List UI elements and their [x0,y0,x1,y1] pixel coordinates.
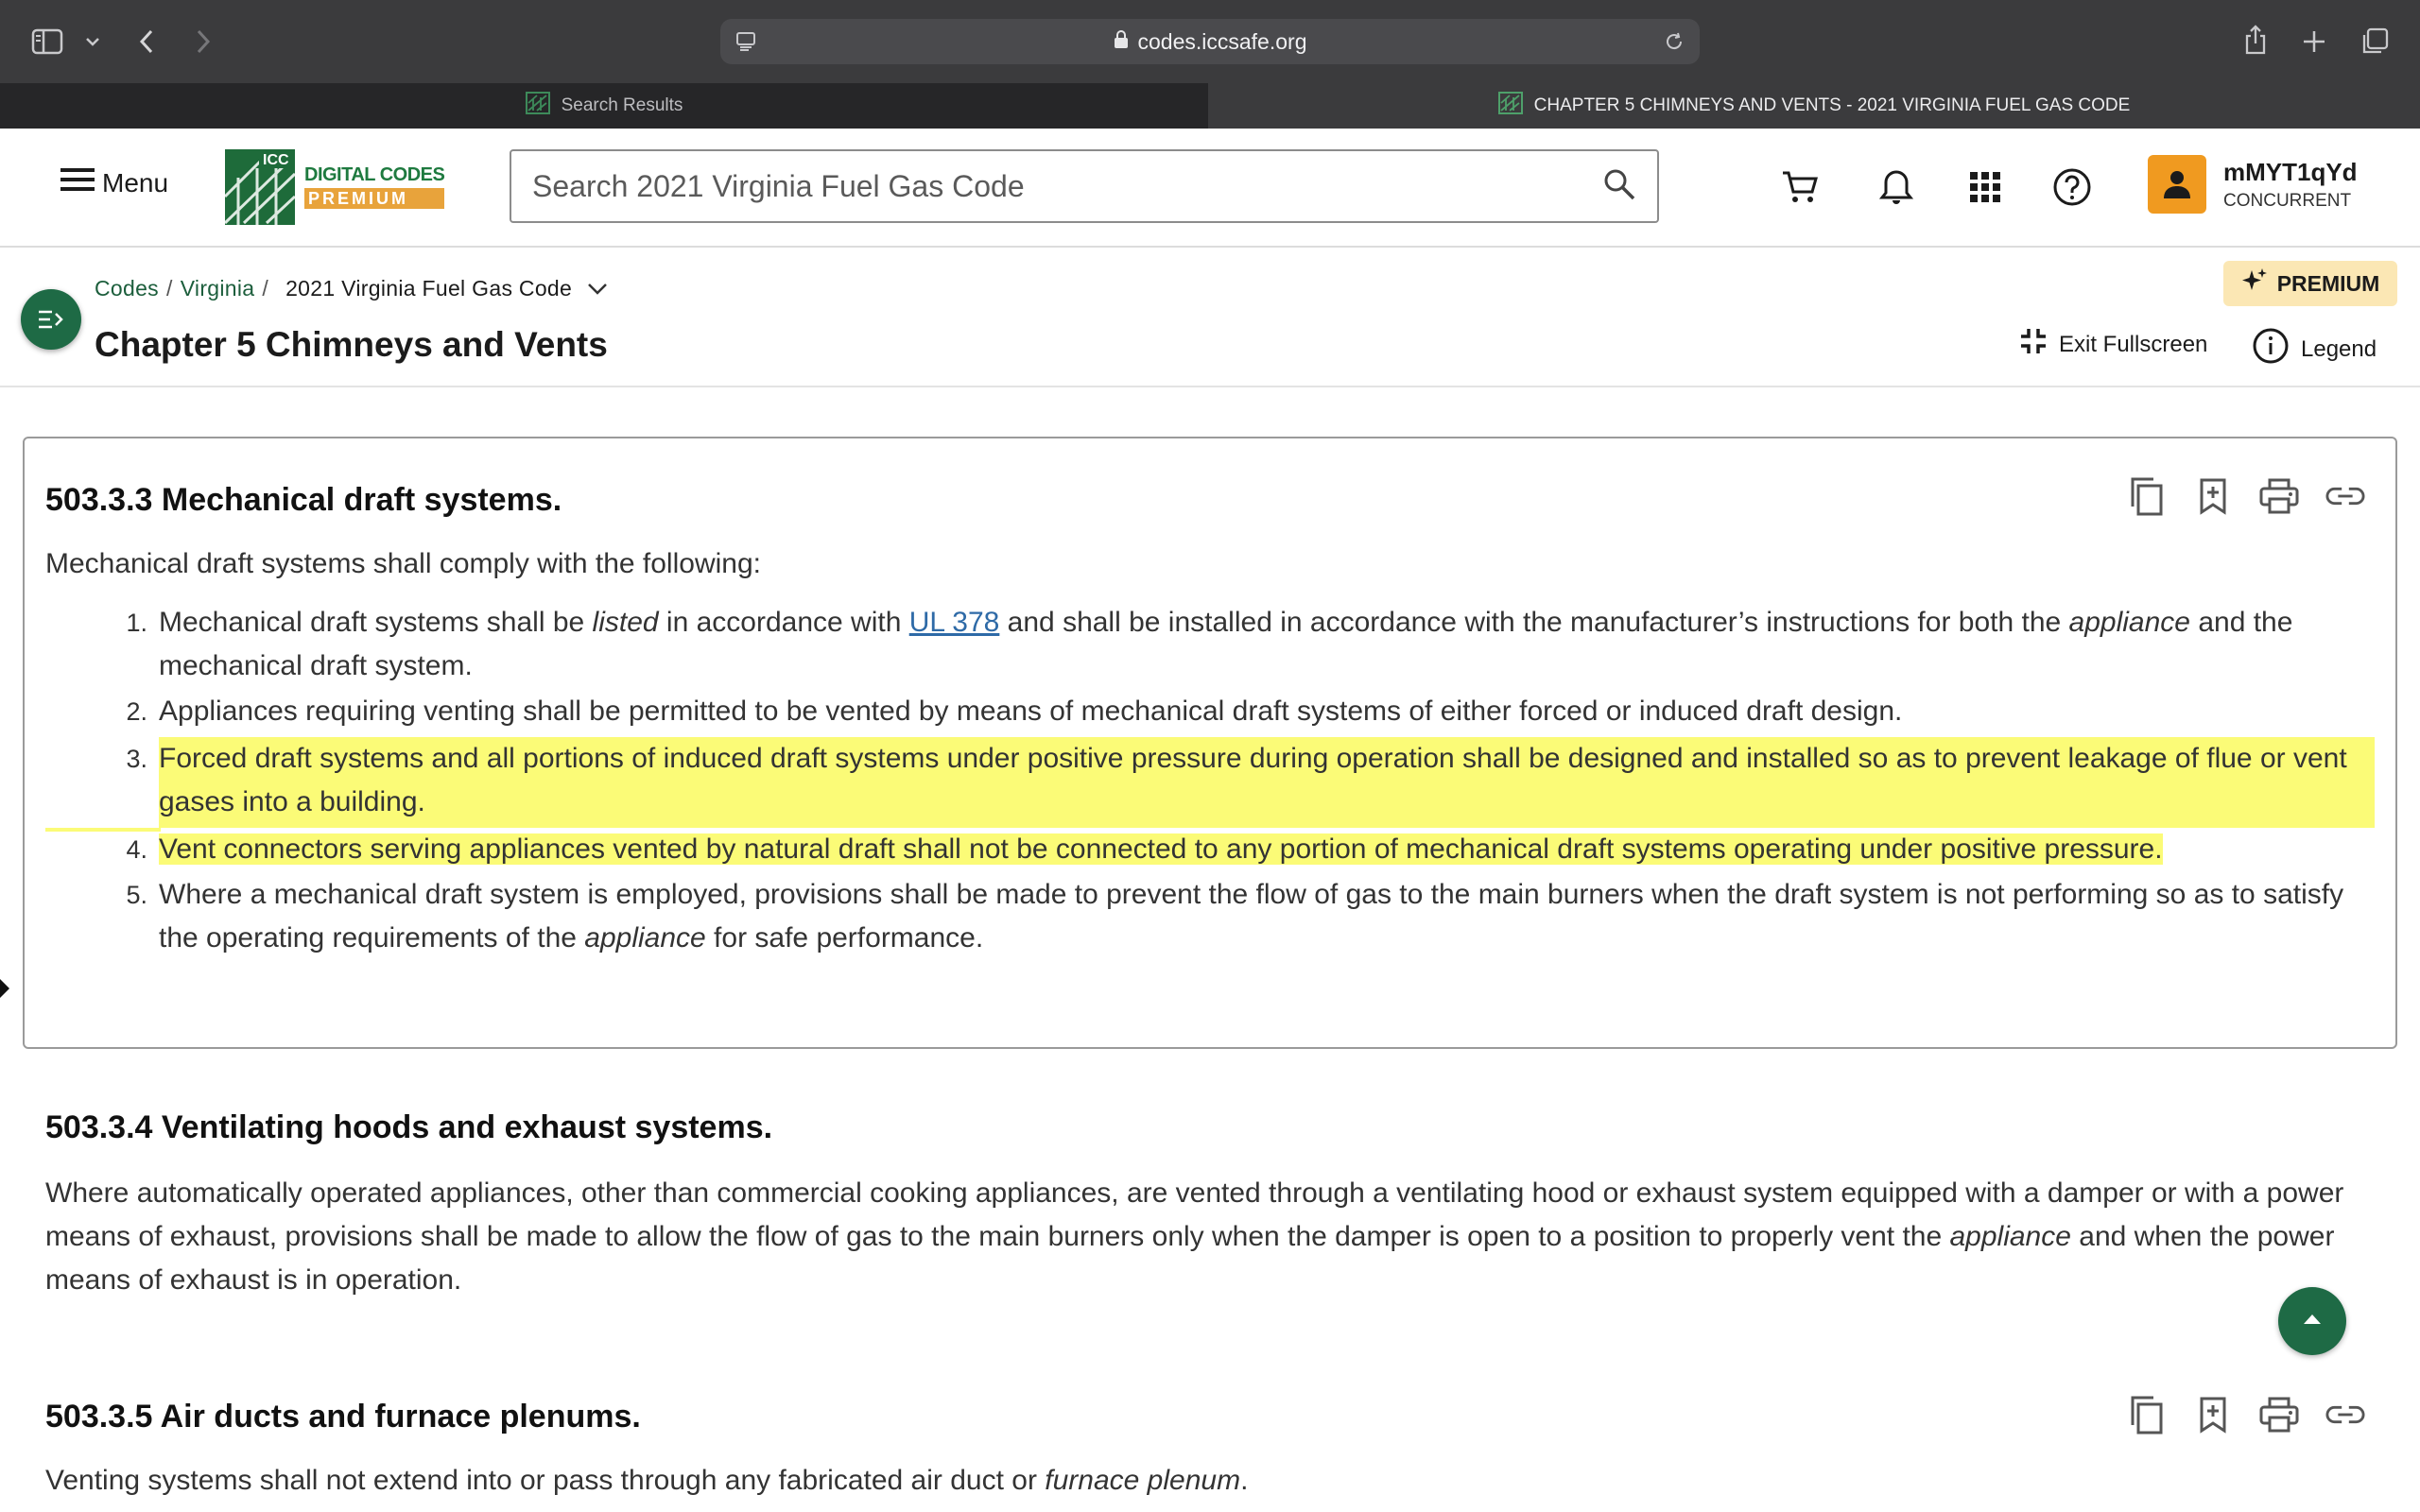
link-icon[interactable] [2325,476,2365,516]
sidebar-toggle-icon[interactable] [28,25,66,59]
lock-icon [1114,29,1129,55]
section-title: 503.3.3 Mechanical draft systems. [45,482,562,518]
reader-icon[interactable] [732,28,760,55]
scroll-to-top-button[interactable] [2278,1287,2346,1355]
section-title: 503.3.4 Ventilating hoods and exhaust systems. [45,1109,773,1145]
svg-text:ICC: ICC [263,152,289,168]
new-tab-icon[interactable] [2295,23,2333,60]
user-account[interactable] [2148,155,2358,214]
tab-strip [0,83,2420,129]
user-name: mMYT1qYd [2223,157,2358,186]
caret-up-icon [2302,1313,2323,1331]
section-actions [2127,476,2365,516]
forward-icon[interactable] [189,25,217,59]
site-favicon-icon [526,92,550,120]
breadcrumb: Codes / Virginia / 2021 Virginia Fuel Gas Code [95,276,608,301]
breadcrumb-codes[interactable]: Codes [95,276,159,301]
url-text: codes.iccsafe.org [1137,28,1307,54]
print-icon[interactable] [2259,1395,2299,1435]
premium-button[interactable] [2223,261,2397,306]
exit-fullscreen-button[interactable]: Exit Fullscreen [2019,327,2207,362]
icc-logo-mark [225,149,295,225]
hamburger-icon [60,166,95,199]
tab-search-results[interactable]: Search Results [0,83,1208,129]
person-icon [2148,155,2206,214]
icc-digital-codes-logo[interactable] [225,149,444,225]
menu-button[interactable] [60,166,168,199]
chevron-down-icon[interactable] [587,276,608,301]
share-icon[interactable] [2237,21,2274,59]
divider [0,386,2420,387]
sparkle-icon [2241,267,2268,300]
browser-toolbar [0,0,2420,83]
site-favicon-icon [1498,92,1523,120]
ul-378-link[interactable]: UL 378 [908,607,1000,638]
tab-overview-icon[interactable] [2356,23,2394,60]
cart-icon[interactable] [1775,163,1824,212]
exit-fullscreen-icon [2019,327,2048,362]
user-license-type: CONCURRENT [2223,190,2352,211]
bookmark-add-icon[interactable] [2193,476,2233,516]
address-bar[interactable] [720,19,1700,64]
breadcrumb-virginia[interactable]: Virginia [180,276,255,301]
section-actions [2127,1395,2365,1435]
help-icon[interactable] [2048,163,2097,212]
search-icon[interactable] [1602,167,1636,206]
link-icon[interactable] [2325,1395,2365,1435]
page-title: Chapter 5 Chimneys and Vents [95,325,608,364]
tab-chapter-5[interactable]: CHAPTER 5 CHIMNEYS AND VENTS - 2021 VIRGINIA FUEL GAS CODE [1208,83,2420,129]
edge-caret-icon [0,979,9,998]
section-title: 503.3.5 Air ducts and furnace plenums. [45,1399,641,1435]
back-icon[interactable] [132,25,161,59]
site-header [0,129,2420,248]
copy-icon[interactable] [2127,476,2167,516]
chevron-down-icon[interactable] [81,28,104,55]
toc-toggle-button[interactable] [21,289,81,350]
copy-icon[interactable] [2127,1395,2167,1435]
legend-button[interactable]: Legend [2252,327,2377,371]
section-intro: Mechanical draft systems shall comply with the following: [45,548,761,579]
search-input[interactable] [532,169,1602,204]
menu-label: Menu [102,167,169,198]
logo-line1: DIGITAL CODES [304,164,445,185]
info-icon [2252,327,2290,371]
section-body: Where automatically operated appliances, other than commercial cooking appliances, are vented through a ventilating hood or exhaust system equipped with a damper or with a power means of exhaust, provisions shall be made to allow the flow of gas to the main burners only when the damper is open to a position to properly vent the appliance and when the power means of exhaust is in operation. [45,1177,2344,1296]
print-icon[interactable] [2259,476,2299,516]
section-body: Venting systems shall not extend into or pass through any fabricated air duct or furnace plenum. [45,1465,1249,1496]
logo-line2: PREMIUM [304,188,444,209]
search-box [510,149,1659,223]
bell-icon[interactable] [1872,163,1921,212]
breadcrumb-current-book[interactable]: 2021 Virginia Fuel Gas Code [285,276,573,301]
apps-grid-icon[interactable] [1961,163,2010,212]
reload-icon[interactable] [1660,28,1688,55]
premium-label: PREMIUM [2276,270,2380,296]
bookmark-add-icon[interactable] [2193,1395,2233,1435]
